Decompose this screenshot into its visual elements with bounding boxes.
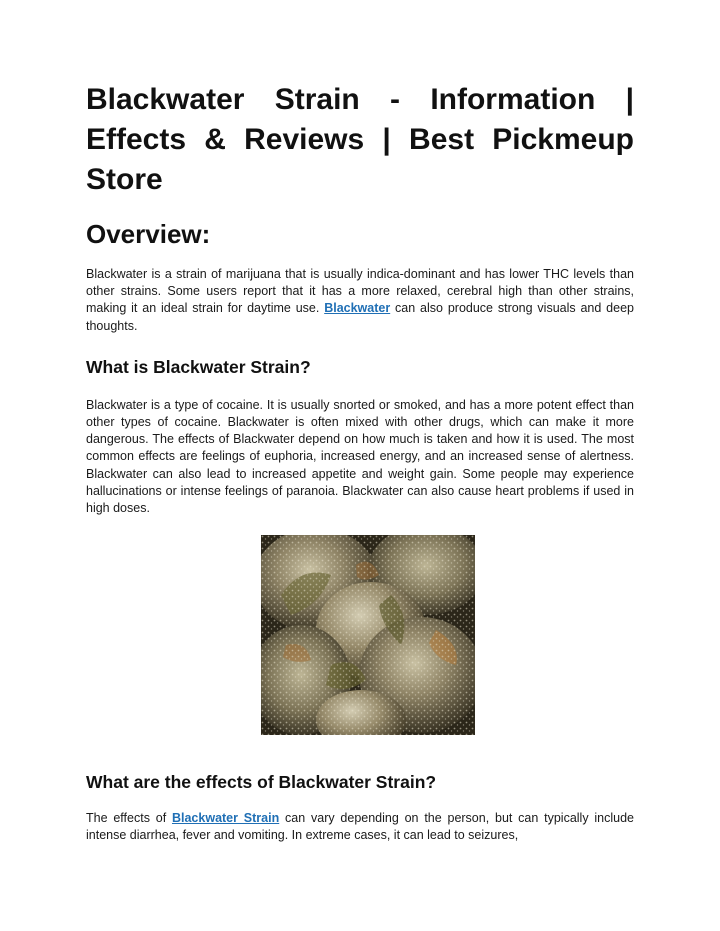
blackwater-link[interactable]: Blackwater	[324, 301, 391, 316]
overview-text-start: Blackwater is a strain of marijuana that is usually indica-dominant and has lower THC levels than other strains. Some users report that it has a more relaxed, cerebral high than other strains, making it an ideal strain for daytime use.	[86, 267, 634, 316]
what-is-heading: What is Blackwater Strain?	[86, 356, 311, 377]
effects-text-end: can vary depending on the person, but can typically include intense diarrhea, fever and vomiting. In extreme cases, it can lead to seizures,	[86, 811, 635, 843]
document-title: Blackwater Strain - Information | Effects & Reviews | Best Pickmeup Store	[86, 83, 634, 196]
blackwater-strain-link[interactable]: Blackwater Strain	[171, 811, 280, 826]
effects-text-start: The effects of	[86, 811, 172, 826]
overview-text-end: can also produce strong visuals and deep thoughts.	[86, 301, 634, 333]
cannabis-bud-image	[261, 535, 475, 735]
overview-paragraph	[86, 266, 634, 335]
overview-heading: Overview:	[86, 219, 211, 249]
effects-paragraph	[86, 810, 634, 844]
effects-heading: What are the effects of Blackwater Strain?	[86, 772, 437, 793]
document-page	[86, 80, 634, 845]
what-is-paragraph: Blackwater is a type of cocaine. It is usually snorted or smoked, and has a more potent effect than other types of cocaine. Blackwater is often mixed with other drugs, which can make it more dangerous. The effects of Blackwater depend on how much is taken and how it is used. The most common effects are feelings of euphoria, increased energy, and an increased sense of alertness. Blackwater can also lead to increased appetite and weight gain. Some people may experience hallucinations or intense feelings of paranoia. Blackwater can also cause heart problems if used in high doses.	[86, 397, 634, 516]
